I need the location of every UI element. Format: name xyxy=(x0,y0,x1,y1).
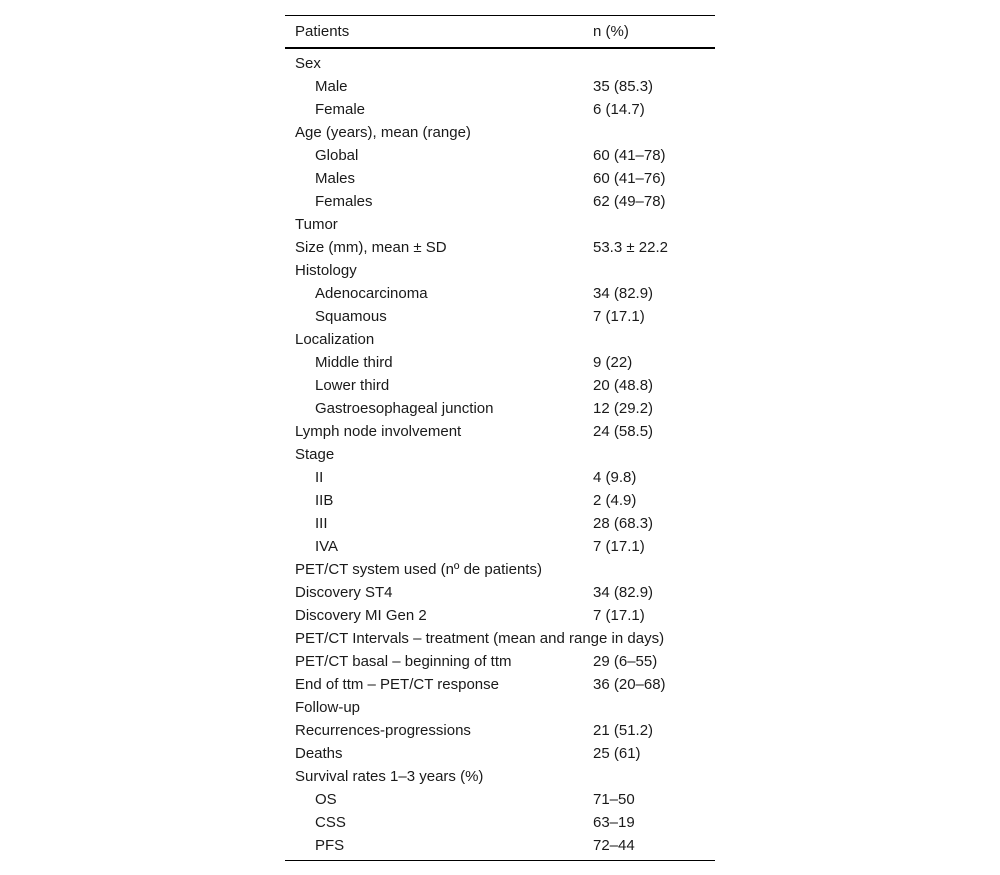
row-label: Size (mm), mean ± SD xyxy=(295,239,447,256)
row-label: Survival rates 1–3 years (%) xyxy=(295,768,484,785)
table-row xyxy=(285,420,715,443)
patient-characteristics-table xyxy=(285,15,715,861)
row-value xyxy=(583,213,715,236)
table-row xyxy=(285,190,715,213)
table-row xyxy=(285,581,715,604)
header-patients: Patients xyxy=(285,16,583,49)
row-value xyxy=(583,696,715,719)
row-label: Lymph node involvement xyxy=(295,423,462,440)
table-row xyxy=(285,374,715,397)
row-label: Recurrences-progressions xyxy=(295,722,471,739)
row-value: 36 (20–68) xyxy=(593,676,666,693)
table-row xyxy=(285,48,715,75)
table-row xyxy=(285,98,715,121)
table-row xyxy=(285,282,715,305)
row-label: CSS xyxy=(315,814,346,831)
row-label: Age (years), mean (range) xyxy=(295,124,471,141)
table-row xyxy=(285,765,715,788)
row-label: PET/CT system used (nº de patients) xyxy=(295,561,542,578)
table-row xyxy=(285,489,715,512)
row-value xyxy=(583,121,715,144)
row-label: Adenocarcinoma xyxy=(315,285,428,302)
row-label: Sex xyxy=(295,55,321,72)
row-value: 62 (49–78) xyxy=(593,193,666,210)
row-value: 6 (14.7) xyxy=(593,101,645,118)
row-label: Male xyxy=(315,78,348,95)
row-value xyxy=(583,48,715,75)
row-value: 2 (4.9) xyxy=(593,492,637,509)
header-row xyxy=(285,16,715,49)
row-label: Males xyxy=(315,170,356,187)
row-value: 60 (41–78) xyxy=(593,147,666,164)
table-row xyxy=(285,512,715,535)
table-row xyxy=(285,305,715,328)
row-label: IIB xyxy=(315,492,334,509)
row-label: PET/CT basal – beginning of ttm xyxy=(295,653,512,670)
table-row xyxy=(285,121,715,144)
row-value: 25 (61) xyxy=(593,745,641,762)
table-row xyxy=(285,558,715,581)
table-row xyxy=(285,604,715,627)
table-row xyxy=(285,673,715,696)
table-row xyxy=(285,328,715,351)
row-label: Females xyxy=(315,193,373,210)
row-label: Discovery ST4 xyxy=(295,584,393,601)
row-value xyxy=(583,765,715,788)
row-label: Tumor xyxy=(295,216,338,233)
table-row xyxy=(285,167,715,190)
row-value: 21 (51.2) xyxy=(593,722,654,739)
row-label: Deaths xyxy=(295,745,343,762)
table-row xyxy=(285,351,715,374)
row-label: Localization xyxy=(295,331,375,348)
row-value: 12 (29.2) xyxy=(593,400,654,417)
row-label: Follow-up xyxy=(295,699,361,716)
row-label: Squamous xyxy=(315,308,387,325)
row-label: Stage xyxy=(295,446,335,463)
row-value xyxy=(583,328,715,351)
row-value xyxy=(583,443,715,466)
row-label: Female xyxy=(315,101,366,118)
row-value: 29 (6–55) xyxy=(593,653,658,670)
row-label: OS xyxy=(315,791,337,808)
row-value: 72–44 xyxy=(583,834,715,861)
table-row xyxy=(285,443,715,466)
table-row xyxy=(285,144,715,167)
row-label: PFS xyxy=(285,834,583,861)
row-value xyxy=(583,259,715,282)
row-label: IVA xyxy=(315,538,339,555)
header-n-percent: n (%) xyxy=(583,16,715,49)
row-value: 63–19 xyxy=(593,814,635,831)
row-value: 53.3 ± 22.2 xyxy=(593,239,668,256)
table-row xyxy=(285,627,715,650)
data-table xyxy=(285,15,715,861)
row-value: 7 (17.1) xyxy=(593,308,645,325)
row-value: 60 (41–76) xyxy=(593,170,666,187)
row-label: Gastroesophageal junction xyxy=(315,400,494,417)
table-row xyxy=(285,788,715,811)
row-value: 24 (58.5) xyxy=(593,423,654,440)
table-row xyxy=(285,213,715,236)
row-label: II xyxy=(315,469,324,486)
table-header xyxy=(285,16,715,49)
table-row xyxy=(285,236,715,259)
row-value: 34 (82.9) xyxy=(593,584,654,601)
row-label: Discovery MI Gen 2 xyxy=(295,607,427,624)
table-body xyxy=(285,48,715,861)
row-value: 9 (22) xyxy=(593,354,633,371)
table-row xyxy=(285,259,715,282)
row-label: PET/CT Intervals – treatment (mean and range in days) xyxy=(295,630,665,647)
row-label: Histology xyxy=(295,262,357,279)
table-row xyxy=(285,719,715,742)
table-row xyxy=(285,742,715,765)
row-label: Middle third xyxy=(315,354,393,371)
table-row xyxy=(285,834,715,861)
row-label: III xyxy=(315,515,328,532)
row-label: End of ttm – PET/CT response xyxy=(295,676,499,693)
table-row xyxy=(285,466,715,489)
row-label: Lower third xyxy=(315,377,390,394)
table-row xyxy=(285,696,715,719)
row-value: 71–50 xyxy=(593,791,635,808)
table-row xyxy=(285,535,715,558)
table-row xyxy=(285,75,715,98)
row-value: 34 (82.9) xyxy=(593,285,654,302)
row-value: 4 (9.8) xyxy=(593,469,637,486)
table-row xyxy=(285,650,715,673)
row-value: 28 (68.3) xyxy=(593,515,654,532)
row-value: 20 (48.8) xyxy=(593,377,654,394)
row-value: 7 (17.1) xyxy=(593,538,645,555)
row-label: Global xyxy=(315,147,359,164)
row-value: 7 (17.1) xyxy=(593,607,645,624)
table-row xyxy=(285,811,715,834)
table-row xyxy=(285,397,715,420)
row-value: 35 (85.3) xyxy=(593,78,654,95)
